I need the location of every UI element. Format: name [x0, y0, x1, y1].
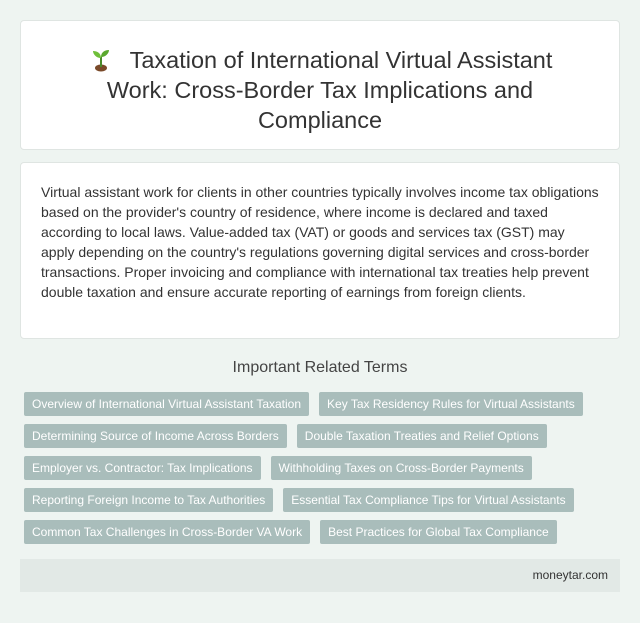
term-tag[interactable]: Double Taxation Treaties and Relief Options [297, 424, 547, 448]
term-row [24, 488, 624, 520]
term-tag[interactable]: Overview of International Virtual Assistant Taxation [24, 392, 309, 416]
term-tag[interactable]: Essential Tax Compliance Tips for Virtual Assistants [283, 488, 573, 512]
term-tag[interactable]: Withholding Taxes on Cross-Border Payments [271, 456, 532, 480]
footer-site-link[interactable]: moneytar.com [532, 568, 608, 582]
page-title-text: Taxation of International Virtual Assistant Work: Cross-Border Tax Implications and Compliance [106, 47, 553, 133]
sprout-icon [88, 46, 114, 72]
description-card [20, 162, 620, 339]
term-tag[interactable]: Key Tax Residency Rules for Virtual Assistants [319, 392, 583, 416]
title-card [20, 20, 620, 150]
related-terms-list [24, 392, 624, 552]
term-tag[interactable]: Common Tax Challenges in Cross-Border VA Work [24, 520, 310, 544]
term-tag[interactable]: Best Practices for Global Tax Compliance [320, 520, 557, 544]
term-tag[interactable]: Determining Source of Income Across Borders [24, 424, 287, 448]
term-tag[interactable]: Employer vs. Contractor: Tax Implications [24, 456, 261, 480]
term-tag[interactable]: Reporting Foreign Income to Tax Authorities [24, 488, 273, 512]
related-terms-heading: Important Related Terms [232, 359, 408, 376]
term-row [24, 392, 624, 424]
page-title [21, 21, 619, 135]
term-row [24, 456, 624, 488]
term-row [24, 424, 624, 456]
term-row [24, 520, 624, 552]
description-text: Virtual assistant work for clients in other countries typically involves income tax obligations based on the provider's country of residence, where income is declared and taxed according to local laws. Value-added tax (VAT) or goods and services tax (GST) may apply depending on the country's regulations governing digital services and cross-border transactions. Proper invoicing and compliance with international tax treaties help prevent double taxation and ensure accurate reporting of earnings from foreign clients. [41, 184, 599, 300]
footer [20, 559, 620, 592]
